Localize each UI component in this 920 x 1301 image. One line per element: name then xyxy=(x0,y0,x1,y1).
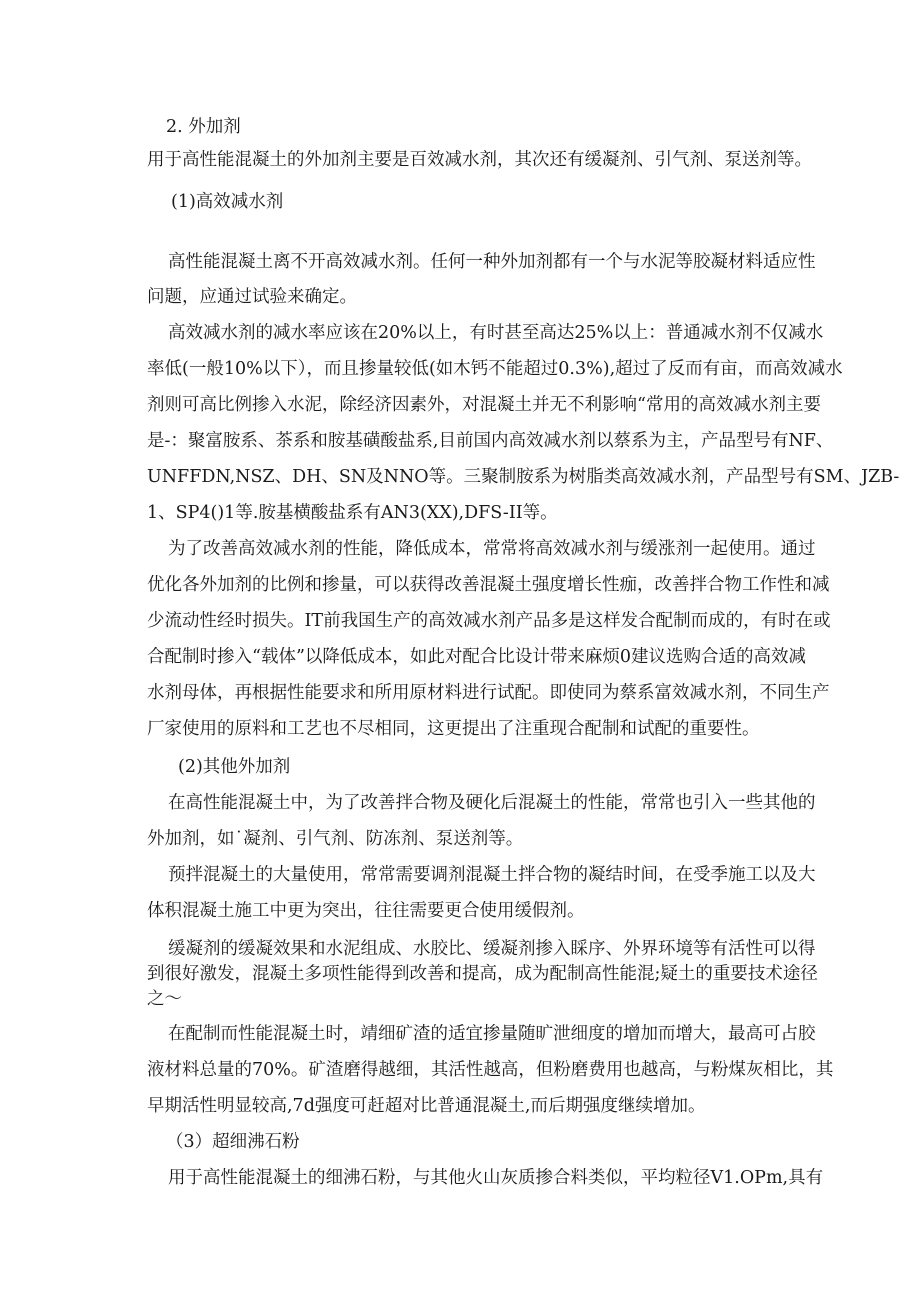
paragraph-line: 用于高性能混凝土的细沸石粉，与其他火山灰质掺合料类似，平均粒径V1.OPm,具有 xyxy=(168,1168,824,1188)
subsection-heading: (1)高效减水剂 xyxy=(171,192,284,212)
paragraph-line: 为了改善高效减水剂的性能，降低成本，常常将高效减水剂与缓涨剂一起使用。通过 xyxy=(168,539,816,559)
paragraph-line: 液材料总量的70%。矿渣磨得越细，其活性越高，但粉磨费用也越高，与粉煤灰相比，其 xyxy=(147,1060,834,1080)
paragraph-line: 缓凝剂的缓凝效果和水泥组成、水胶比、缓凝剂掺入睬序、外界环境等有活性可以得 xyxy=(168,939,816,959)
paragraph-line: 外加剂，如˙凝剂、引气剂、防冻剂、泵送剂等。 xyxy=(147,829,524,849)
paragraph-line: 高效减水剂的减水率应该在20%以上，有时甚至高达25%以上：普通减水剂不仅减水 xyxy=(168,323,824,343)
paragraph-line: 问题，应通过试验来确定。 xyxy=(147,287,357,307)
section-heading: 2. 外加剂 xyxy=(166,117,241,137)
paragraph-line: 在高性能混凝土中，为了改善拌合物及硬化后混凝土的性能，常常也引入一些其他的 xyxy=(168,793,816,813)
paragraph-line: 早期活性明显较高,7d强度可赶超对比普通混凝土,而后期强度继续增加。 xyxy=(147,1096,706,1116)
subsection-heading: (2)其他外加剂 xyxy=(178,757,291,777)
paragraph-line: 在配制而性能混凝土时，靖细矿渣的适宜掺量随旷泄细度的增加而增大，最高可占胶 xyxy=(168,1024,816,1044)
paragraph-line: 合配制时掺入“载体”以降低成本，如此对配合比设计带来麻烦0建议选购合适的高效减 xyxy=(147,647,807,667)
paragraph-line: 到很好激发，混凝土多项性能得到改善和提高，成为配制高性能混;疑土的重要技术途径 xyxy=(147,964,818,984)
paragraph-line: 之〜 xyxy=(147,989,182,1009)
paragraph-line: 剂则可高比例掺入水泥，除经济因素外，对混凝土并无不利影响“常用的高效减水剂主要 xyxy=(147,395,821,415)
paragraph-line: 是-：聚富胺系、茶系和胺基磺酸盐系,目前国内高效减水剂以蔡系为主，产品型号有NF、 xyxy=(147,431,834,451)
paragraph-line: 少流动性经时损失。IT前我国生产的高效减水剂产品多是这样发合配制而成的，有时在或 xyxy=(147,611,831,631)
subsection-heading: （3）超细沸石粉 xyxy=(166,1132,300,1152)
paragraph-line: 水剂母体，再根据性能要求和所用原材料进行试配。即使同为蔡系富效减水剂，不同生产 xyxy=(147,683,830,703)
paragraph-line: 1、SP4()1等.胺基横酸盐系有AN3(XX),DFS-II等。 xyxy=(147,503,558,523)
paragraph-line: 优化各外加剂的比例和掺量，可以获得改善混凝土强度增长性痂，改善拌合物工作性和减 xyxy=(147,575,830,595)
paragraph-line: 厂家使用的原料和工艺也不尽相同，这更提出了注重现合配制和试配的重要性。 xyxy=(147,719,760,739)
paragraph-line: 高性能混凝土离不开高效减水剂。任何一种外加剂都有一个与水泥等胶凝材料适应性 xyxy=(168,252,816,272)
paragraph-line: 用于高性能混凝土的外加剂主要是百效减水剂，其次还有缓凝剂、引气剂、泵送剂等。 xyxy=(147,150,812,170)
paragraph-line: 率低(一般10%以下），而且掺量较低(如木钙不能超过0.3%),超过了反而有亩，而高效减水 xyxy=(147,359,843,379)
paragraph-line: UNFFDN,NSZ、DH、SN及NNO等。三聚制胺系为树脂类高效减水剂，产品型号有SM、JZB- xyxy=(147,467,900,487)
paragraph-line: 预拌混凝土的大量使用，常常需要调剂混凝土拌合物的凝结时间，在受季施工以及大 xyxy=(168,865,816,885)
paragraph-line: 体积混凝土施工中更为突出，往往需要更合使用缓假剂。 xyxy=(147,901,585,921)
